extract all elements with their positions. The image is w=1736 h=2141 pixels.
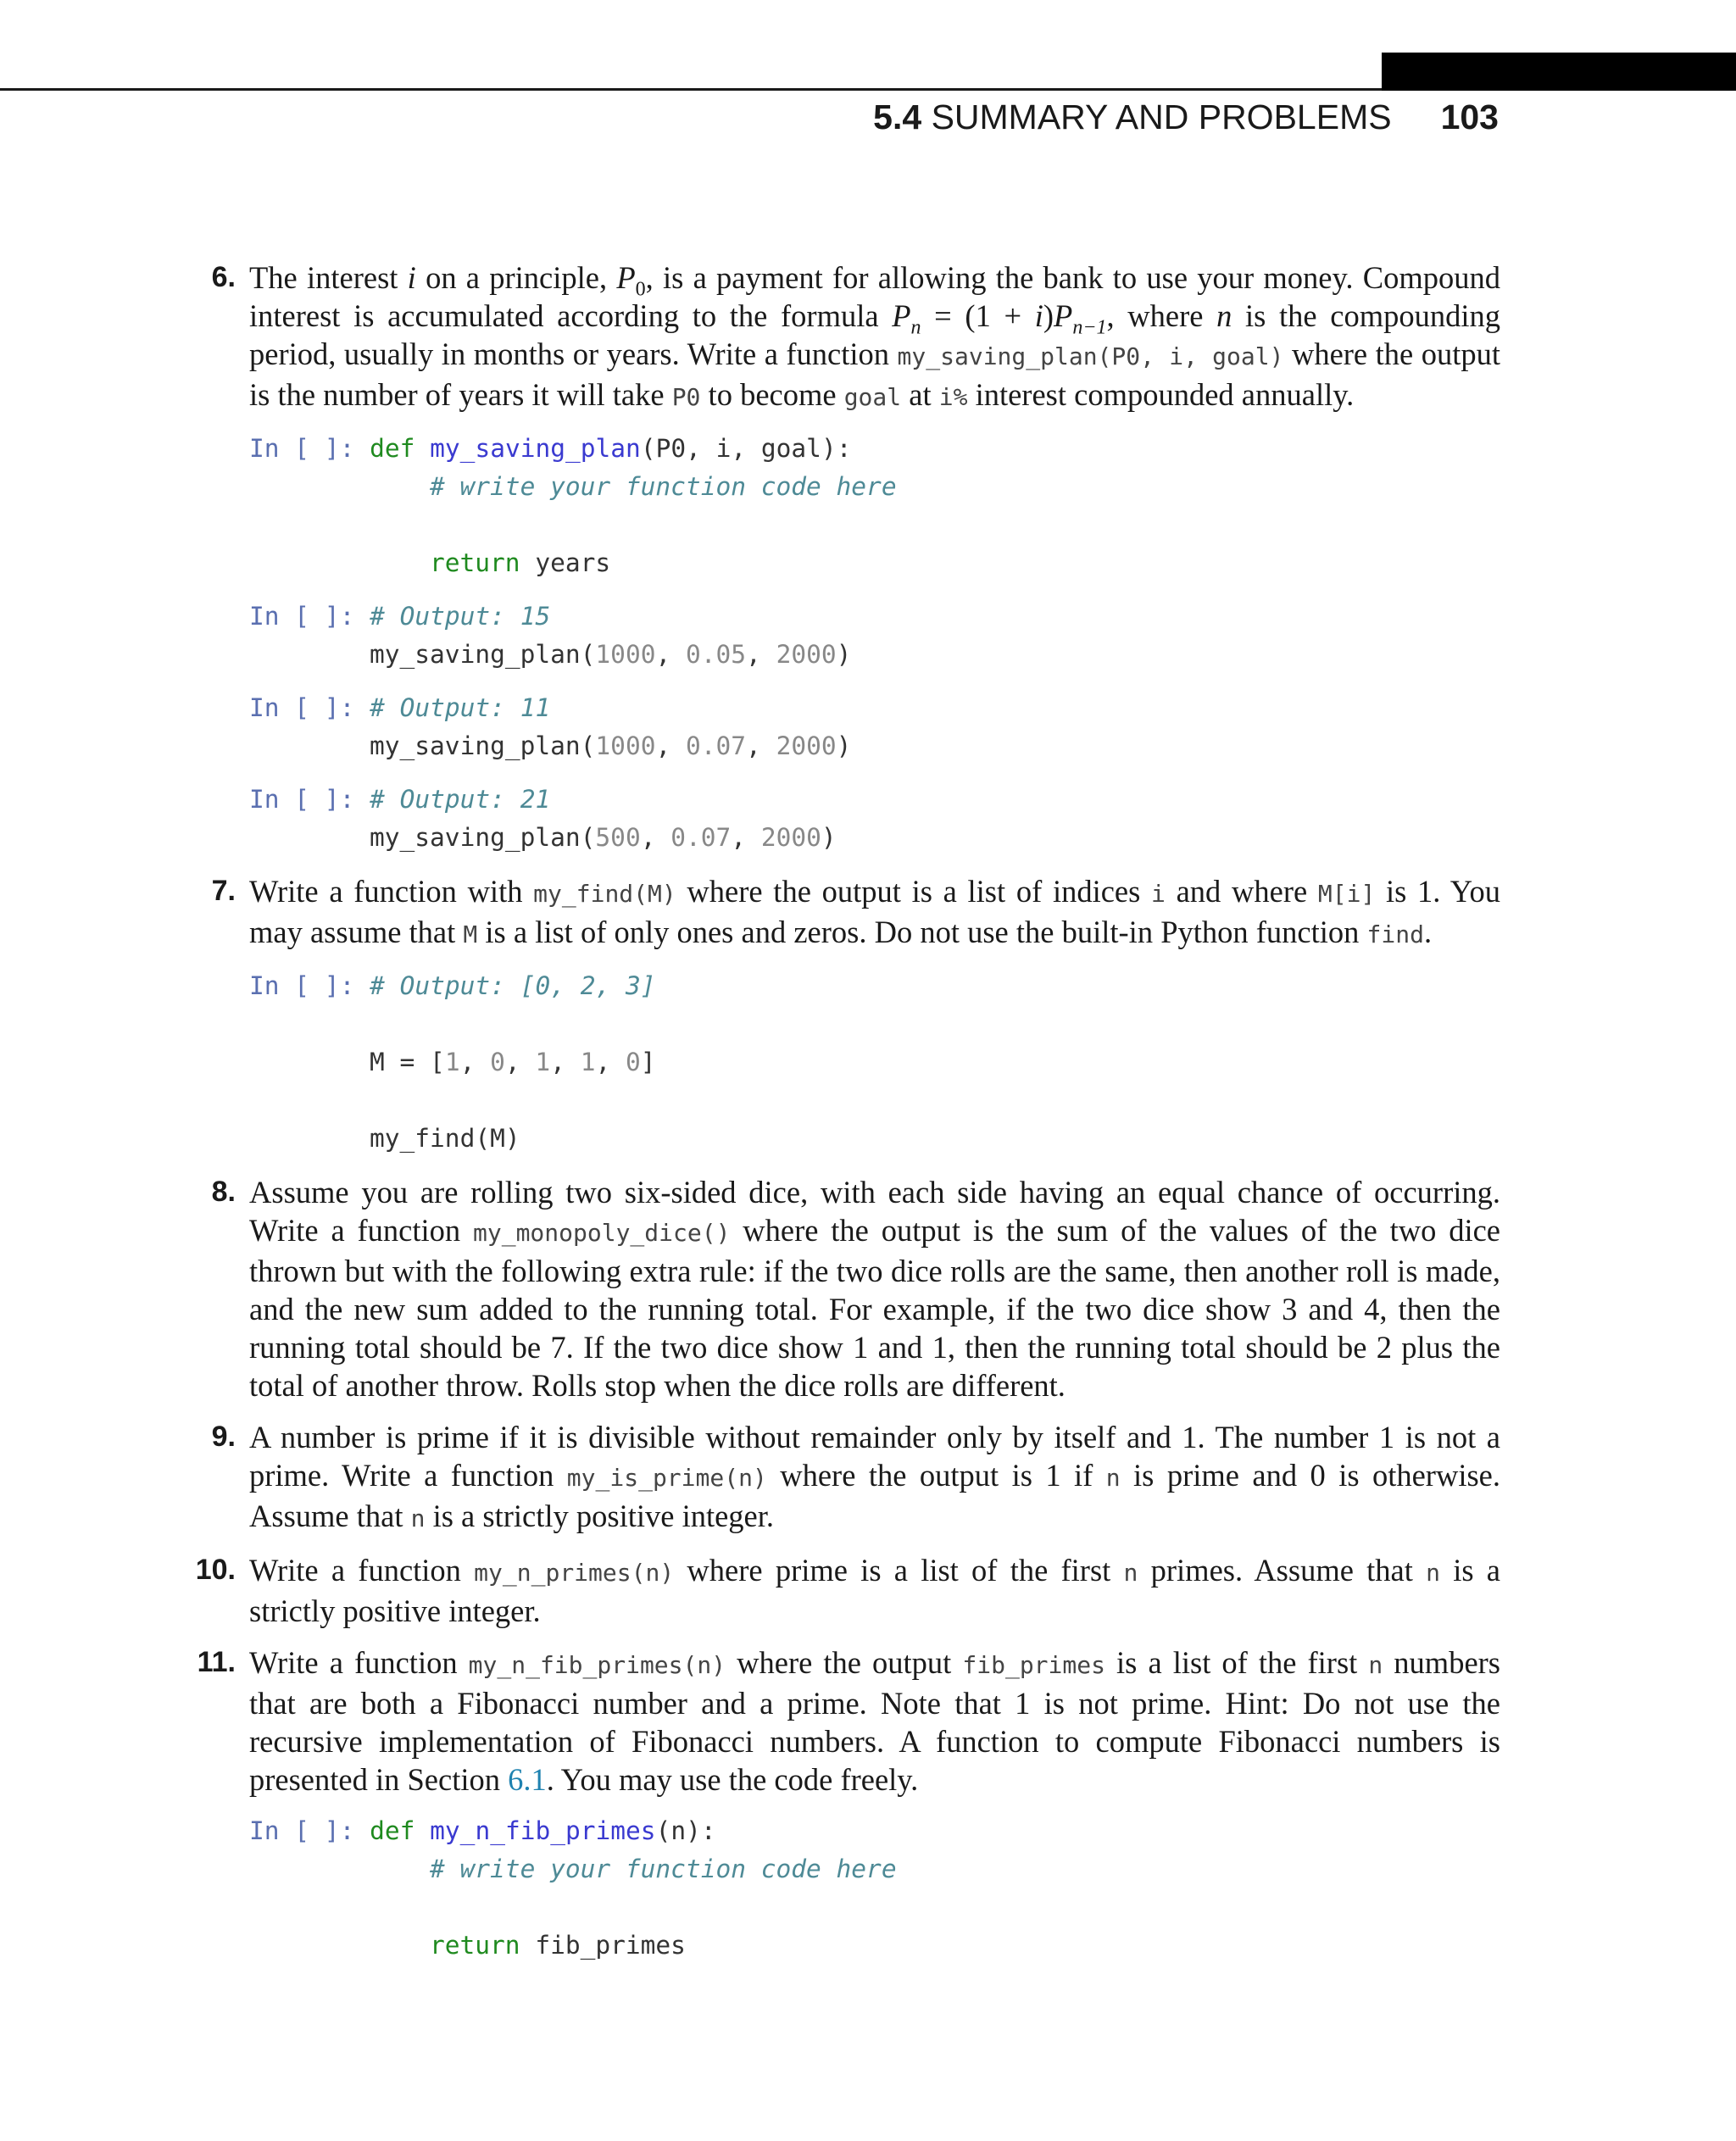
code-text: ,	[504, 1048, 536, 1076]
problem-number: 9.	[211, 1421, 236, 1453]
math-var: P	[1054, 298, 1073, 333]
code-number: 0	[626, 1048, 641, 1076]
code-number: 1000	[595, 640, 656, 669]
inline-code: my_saving_plan(P0, i, goal)	[897, 342, 1284, 370]
keyword: return	[430, 548, 520, 577]
header-thumb-bar	[1382, 53, 1736, 91]
code-cell	[249, 689, 1500, 765]
code-number: 0.05	[686, 640, 747, 669]
code-comment: # Output: 21	[370, 785, 551, 814]
inline-code: n	[410, 1504, 426, 1532]
inline-code: fib_primes	[962, 1651, 1105, 1679]
keyword: return	[430, 1931, 520, 1960]
code-text: ,	[746, 640, 776, 669]
text: is a list of the first	[1104, 1645, 1369, 1680]
problem-number: 7.	[211, 875, 236, 907]
code-number: 1	[535, 1048, 551, 1076]
code-text: my_saving_plan(	[370, 731, 596, 760]
text: where the output	[726, 1645, 963, 1680]
text: where the output is the sum of the values of the two dice thrown but with the following extra rule: if the two dice rolls are the same, then another roll is made, and the new sum added to the running total. For example, if the two dice show 3 and 4, then the running total should be 7. If the two dice show 1 and 1, then the running total should be 2 plus the total of another throw. Rolls stop when the dice rolls are different.	[249, 1213, 1500, 1403]
inline-code: n	[1426, 1559, 1440, 1587]
text: Write a function with	[249, 874, 534, 909]
code-text: ,	[640, 823, 671, 852]
page-number: 103	[1440, 97, 1499, 136]
problem-10	[186, 1551, 1500, 1630]
text: at	[901, 377, 939, 412]
code-number: 2000	[776, 731, 837, 760]
text: numbers that are both a Fibonacci number and a prime. Note that 1 is not prime. Hint: Do not use the recursive implementation of Fibonacci numbers. A function to compute Fibonacci numbers is presented in Section	[249, 1645, 1500, 1797]
code-text: ,	[655, 640, 686, 669]
text: where prime is a list of the first	[674, 1553, 1124, 1588]
text: Assume you are rolling two six-sided dice, with each side having an equal chance of occurring. Write a function	[249, 1175, 1500, 1248]
text: . You may use the code freely.	[546, 1762, 919, 1797]
text: Write a function	[249, 1645, 469, 1680]
text: A number is prime if it is divisible without remainder only by itself and 1. The number 1 is not a prime. Write a function	[249, 1420, 1500, 1493]
code-comment: # Output: 11	[370, 693, 551, 722]
inline-code: i%	[938, 383, 968, 411]
function-name: my_saving_plan	[430, 434, 641, 463]
math-var: P	[892, 298, 911, 333]
code-text: ,	[731, 823, 761, 852]
text: to become	[700, 377, 844, 412]
inline-code: my_n_fib_primes(n)	[468, 1651, 726, 1679]
text: on a principle,	[415, 260, 617, 295]
code-text: my_find(M)	[370, 1124, 520, 1153]
code-cell	[249, 967, 1500, 1158]
inline-code: M	[463, 920, 478, 948]
inline-code: i	[1151, 880, 1166, 908]
code-text: (P0, i, goal):	[640, 434, 852, 463]
text: is 1. You may assume that	[249, 874, 1500, 949]
problem-11	[186, 1643, 1500, 1799]
cell-prompt: In [ ]:	[249, 602, 355, 631]
code-number: 1000	[595, 731, 656, 760]
text: where the output is 1 if	[766, 1458, 1106, 1493]
code-text: my_saving_plan(	[370, 640, 596, 669]
code-cell	[249, 781, 1500, 857]
text: where the output is a list of indices	[676, 874, 1152, 909]
cell-prompt: In [ ]:	[249, 693, 355, 722]
inline-code: my_monopoly_dice()	[473, 1219, 731, 1247]
math-var: i	[407, 260, 416, 295]
math-var: n	[1216, 298, 1232, 333]
cell-prompt: In [ ]:	[249, 1816, 355, 1845]
text: Write a function	[249, 1553, 475, 1588]
code-cell	[249, 1812, 1500, 1965]
inline-code: my_find(M)	[533, 880, 676, 908]
code-number: 0.07	[686, 731, 747, 760]
problem-number: 6.	[211, 261, 236, 293]
problem-number: 10.	[195, 1554, 236, 1586]
text: is a strictly positive integer.	[425, 1499, 775, 1533]
inline-code: n	[1105, 1464, 1121, 1492]
code-text: ,	[550, 1048, 581, 1076]
section-title: SUMMARY AND PROBLEMS	[931, 97, 1392, 136]
code-text: my_saving_plan(	[370, 823, 596, 852]
text: The interest	[249, 260, 408, 295]
inline-code: n	[1368, 1651, 1383, 1679]
code-text: )	[836, 731, 852, 760]
keyword: def	[370, 434, 415, 463]
text: )	[1043, 298, 1054, 333]
code-text: ]	[640, 1048, 656, 1076]
code-text: ,	[459, 1048, 491, 1076]
math-var: P	[616, 260, 636, 295]
math-sub: n−1	[1072, 316, 1107, 339]
code-cell	[249, 430, 1500, 582]
text: is the compounding period, usually in months or years. Write a function	[249, 298, 1501, 371]
code-comment: # write your function code here	[430, 1855, 897, 1883]
page-body	[186, 259, 1500, 1980]
math-sub: 0	[635, 278, 646, 301]
math-var: i	[1034, 298, 1043, 333]
inline-code: P0	[671, 383, 701, 411]
code-comment: # write your function code here	[430, 472, 897, 501]
code-cell	[249, 598, 1500, 674]
problem-9	[186, 1418, 1500, 1538]
code-text: )	[836, 640, 852, 669]
problem-number: 8.	[211, 1176, 236, 1208]
inline-code: M[i]	[1317, 880, 1376, 908]
text: and where	[1165, 874, 1318, 909]
text: is prime and 0 is otherwise. Assume that	[249, 1458, 1500, 1533]
code-text: (n):	[655, 1816, 716, 1845]
math-sub: n	[910, 316, 921, 339]
text: is a list of only ones and zeros. Do not use the built-in Python function	[477, 915, 1367, 949]
problem-6	[186, 259, 1500, 416]
text: , is a payment for allowing the bank to use your money. Compound interest is accumulated according to the formula	[249, 260, 1500, 333]
code-text: ,	[655, 731, 686, 760]
code-number: 0.07	[670, 823, 732, 852]
running-head	[873, 92, 1499, 142]
inline-code: n	[1123, 1559, 1138, 1587]
code-comment: # Output: [0, 2, 3]	[370, 971, 656, 1000]
code-number: 500	[595, 823, 641, 852]
problem-8	[186, 1173, 1500, 1404]
text: , where	[1106, 298, 1217, 333]
text: where the output is the number of years it will take	[249, 336, 1500, 412]
code-number: 2000	[776, 640, 837, 669]
text: = (1 +	[921, 298, 1035, 333]
code-number: 0	[490, 1048, 505, 1076]
section-number: 5.4	[873, 97, 922, 136]
function-name: my_n_fib_primes	[430, 1816, 656, 1845]
keyword: def	[370, 1816, 415, 1845]
text: primes. Assume that	[1138, 1553, 1427, 1588]
cell-prompt: In [ ]:	[249, 434, 355, 463]
cell-prompt: In [ ]:	[249, 785, 355, 814]
text: interest compounded annually.	[967, 377, 1355, 412]
code-text: fib_primes	[520, 1931, 686, 1960]
problem-number: 11.	[197, 1646, 236, 1678]
inline-code: find	[1366, 920, 1424, 948]
code-number: 2000	[760, 823, 821, 852]
problem-7	[186, 872, 1500, 954]
code-text: ,	[746, 731, 776, 760]
section-link[interactable]: 6.1	[508, 1762, 547, 1797]
inline-code: goal	[843, 383, 902, 411]
code-number: 1	[580, 1048, 596, 1076]
code-text: )	[821, 823, 837, 852]
cell-prompt: In [ ]:	[249, 971, 355, 1000]
inline-code: my_is_prime(n)	[566, 1464, 767, 1492]
text: .	[1423, 915, 1433, 949]
code-text: M = [	[370, 1048, 445, 1076]
inline-code: my_n_primes(n)	[474, 1559, 675, 1587]
code-text: years	[520, 548, 611, 577]
code-text: ,	[595, 1048, 626, 1076]
code-comment: # Output: 15	[370, 602, 551, 631]
text: is a strictly positive integer.	[249, 1553, 1501, 1628]
code-number: 1	[444, 1048, 460, 1076]
